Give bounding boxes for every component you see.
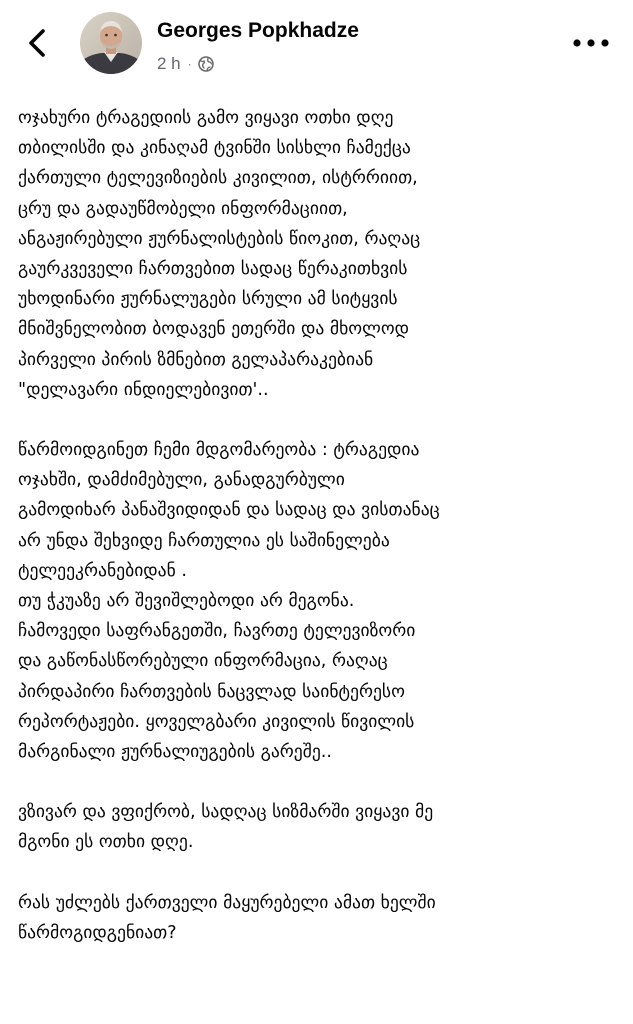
text-line: წარმოიდგინეთ ჩემი მდგომარეობა : ტრაგედია xyxy=(18,440,420,461)
text-line: ოჯახური ტრაგედიის გამო ვიყავი ოთხი დღე xyxy=(18,108,394,128)
text-line: მარგინალი ჟურნალიუგების გარეშე.. xyxy=(18,742,332,763)
text-line: მგონი ეს ოთხი დღე. xyxy=(18,832,194,853)
more-dots-icon xyxy=(571,38,611,48)
avatar[interactable] xyxy=(80,12,142,74)
text-line: "დელავარი ინდიელებივით'.. xyxy=(18,379,269,400)
post-meta xyxy=(157,54,214,74)
text-line: ვზივარ და ვფიქრობ, სადღაც სიზმარში ვიყავი მე xyxy=(18,802,434,823)
text-line: ცრუ და გადაუწმობელი ინფორმაციით, xyxy=(18,198,348,219)
text-line: ჩამოვედი საფრანგეთში, ჩავრთე ტელევიზორი xyxy=(18,621,416,642)
text-line: ტელეეკრანებიდან . xyxy=(18,560,187,581)
post-paragraph-1 xyxy=(18,103,618,405)
text-line: გამოდიხარ პანაშვიდიდან და სადაც და ვისთანაც xyxy=(18,500,440,521)
text-line: გაურკვეველი ჩართვებით სადაც წერაკითხვის xyxy=(18,259,408,280)
text-line: ქართული ტელევიზიების კივილით, ისტრრიით, xyxy=(18,168,418,189)
post-text xyxy=(18,103,618,978)
text-line: თუ ჭკუაზე არ შევიშლებოდი არ მეგონა. xyxy=(18,591,355,612)
post-paragraph-4 xyxy=(18,888,618,948)
text-line: ანგაჟირებული ჟურნალისტების წიოკით, რაღაც xyxy=(18,228,421,249)
text-line: არ უნდა შეხვიდე ჩართულია ეს საშინელება xyxy=(18,530,390,551)
text-line: თბილისში და კინაღამ ტვინში სისხლი ჩამექცა xyxy=(18,138,411,159)
text-line: პირველი პირის ზმნებით გელაპარაკებიან xyxy=(18,349,374,370)
more-options-button[interactable] xyxy=(568,28,614,58)
text-line: წარმოგიდგენიათ? xyxy=(18,922,177,943)
text-line: მნიშვნელობით ბოდავენ ეთერში და მხოლოდ xyxy=(18,319,410,340)
text-line: ოჯახში, დამძიმებული, განადგურბული xyxy=(18,470,345,491)
text-line: რას უძლებს ქართველი მაყურებელი ამათ ხელში xyxy=(18,892,436,913)
text-line: უხოდინარი ჟურნალუგები სრული ამ სიტყვის xyxy=(18,289,398,310)
post-paragraph-2 xyxy=(18,435,618,767)
text-line: და გაწონასწორებული ინფორმაცია, რაღაც xyxy=(18,651,388,672)
meta-separator: · xyxy=(187,57,192,71)
chevron-left-icon xyxy=(27,28,47,58)
post-header xyxy=(0,0,633,92)
globe-icon xyxy=(198,56,214,72)
post-time[interactable]: 2 h xyxy=(157,54,181,73)
text-line: რეპორტაჟები. ყოველგბარი კივილის წივილის xyxy=(18,711,415,732)
post-paragraph-3 xyxy=(18,797,618,857)
author-name[interactable]: Georges Popkhadze xyxy=(157,19,359,42)
back-button[interactable] xyxy=(22,26,52,60)
profile-photo-icon xyxy=(80,12,142,74)
text-line: პირდაპირი ჩართვების ნაცვლად საინტერესო xyxy=(18,681,405,702)
